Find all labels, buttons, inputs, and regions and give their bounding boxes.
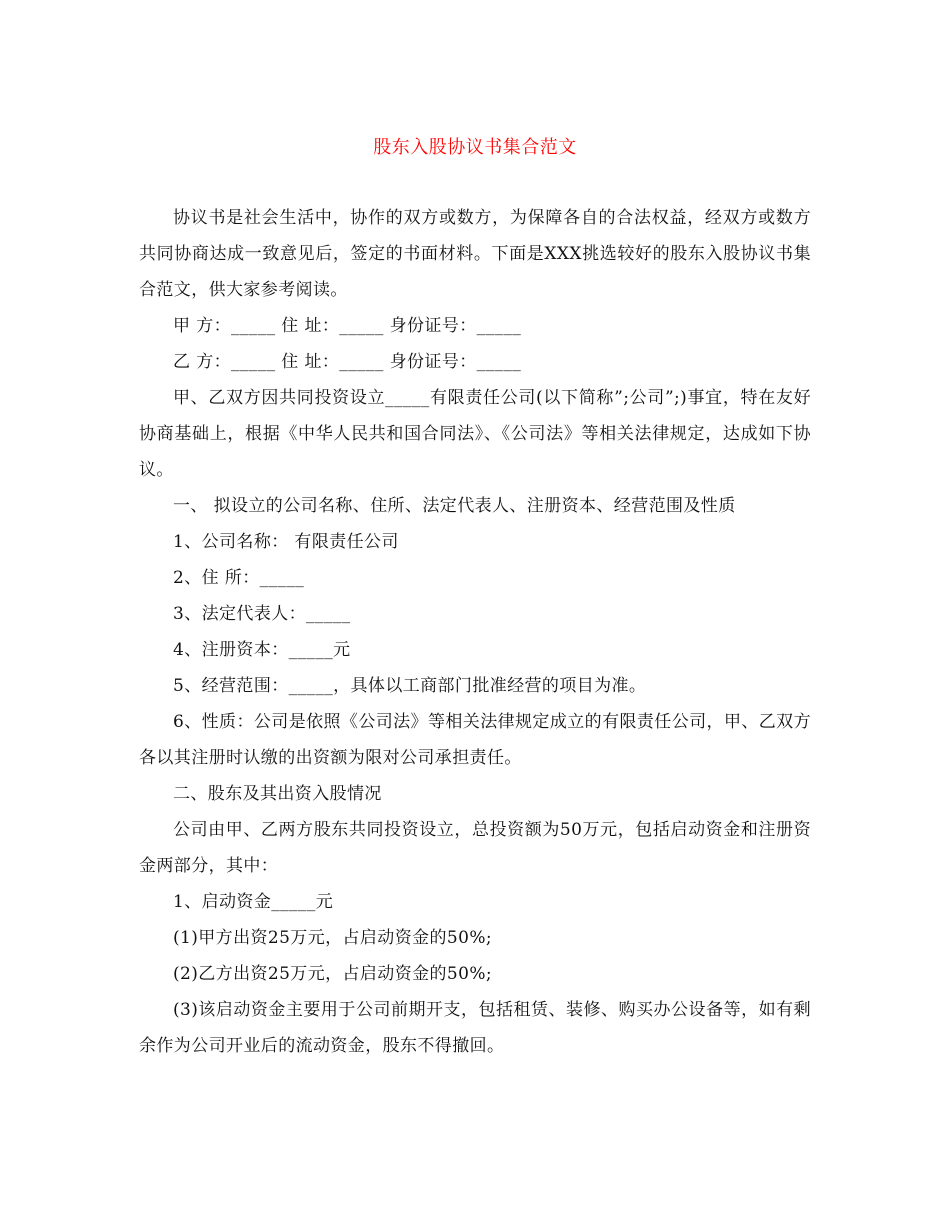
paragraph-address: 2、住 所：_____ bbox=[173, 568, 305, 588]
paragraph-nature: 6、性质：公司是依照《公司法》等相关法律规定成立的有限责任公司，甲、乙双方各以其注册时认缴的出资额为限对公司承担责任。 bbox=[139, 712, 811, 768]
paragraph-intro: 协议书是社会生活中，协作的双方或数方，为保障各自的合法权益，经双方或数方共同协商达成一致意见后，签定的书面材料。下面是XXX挑选较好的股东入股协议书集合范文，供大家参考阅读。 bbox=[139, 208, 811, 300]
paragraph-party-a-contribution: (1)甲方出资25万元，占启动资金的50%; bbox=[173, 928, 493, 948]
section-heading-2: 二、股东及其出资入股情况 bbox=[173, 784, 382, 804]
paragraph-scope: 5、经营范围：_____，具体以工商部门批准经营的项目为准。 bbox=[173, 676, 647, 696]
document-title: 股东入股协议书集合范文 bbox=[373, 137, 577, 158]
paragraph-startup-fund: 1、启动资金_____元 bbox=[173, 892, 334, 912]
paragraph-company-name: 1、公司名称： 有限责任公司 bbox=[173, 532, 399, 552]
paragraph-legal-rep: 3、法定代表人：_____ bbox=[173, 604, 351, 624]
section-heading-1: 一、 拟设立的公司名称、住所、法定代表人、注册资本、经营范围及性质 bbox=[173, 496, 736, 516]
paragraph-party-a: 甲 方：_____ 住 址：_____ 身份证号：_____ bbox=[173, 316, 522, 336]
document-body bbox=[139, 200, 811, 1064]
paragraph-fund-usage: (3)该启动资金主要用于公司前期开支，包括租赁、装修、购买办公设备等，如有剩余作为公司开业后的流动资金，股东不得撤回。 bbox=[139, 1000, 811, 1056]
paragraph-preamble: 甲、乙双方因共同投资设立_____有限责任公司(以下简称”;公司”;)事宜，特在友好协商基础上，根据《中华人民共和国合同法》、《公司法》等相关法律规定，达成如下协议。 bbox=[139, 388, 811, 480]
paragraph-party-b: 乙 方：_____ 住 址：_____ 身份证号：_____ bbox=[173, 352, 522, 372]
paragraph-investment: 公司由甲、乙两方股东共同投资设立，总投资额为50万元，包括启动资金和注册资金两部分，其中： bbox=[139, 820, 811, 876]
paragraph-capital: 4、注册资本：_____元 bbox=[173, 640, 351, 660]
paragraph-party-b-contribution: (2)乙方出资25万元，占启动资金的50%; bbox=[173, 964, 493, 984]
